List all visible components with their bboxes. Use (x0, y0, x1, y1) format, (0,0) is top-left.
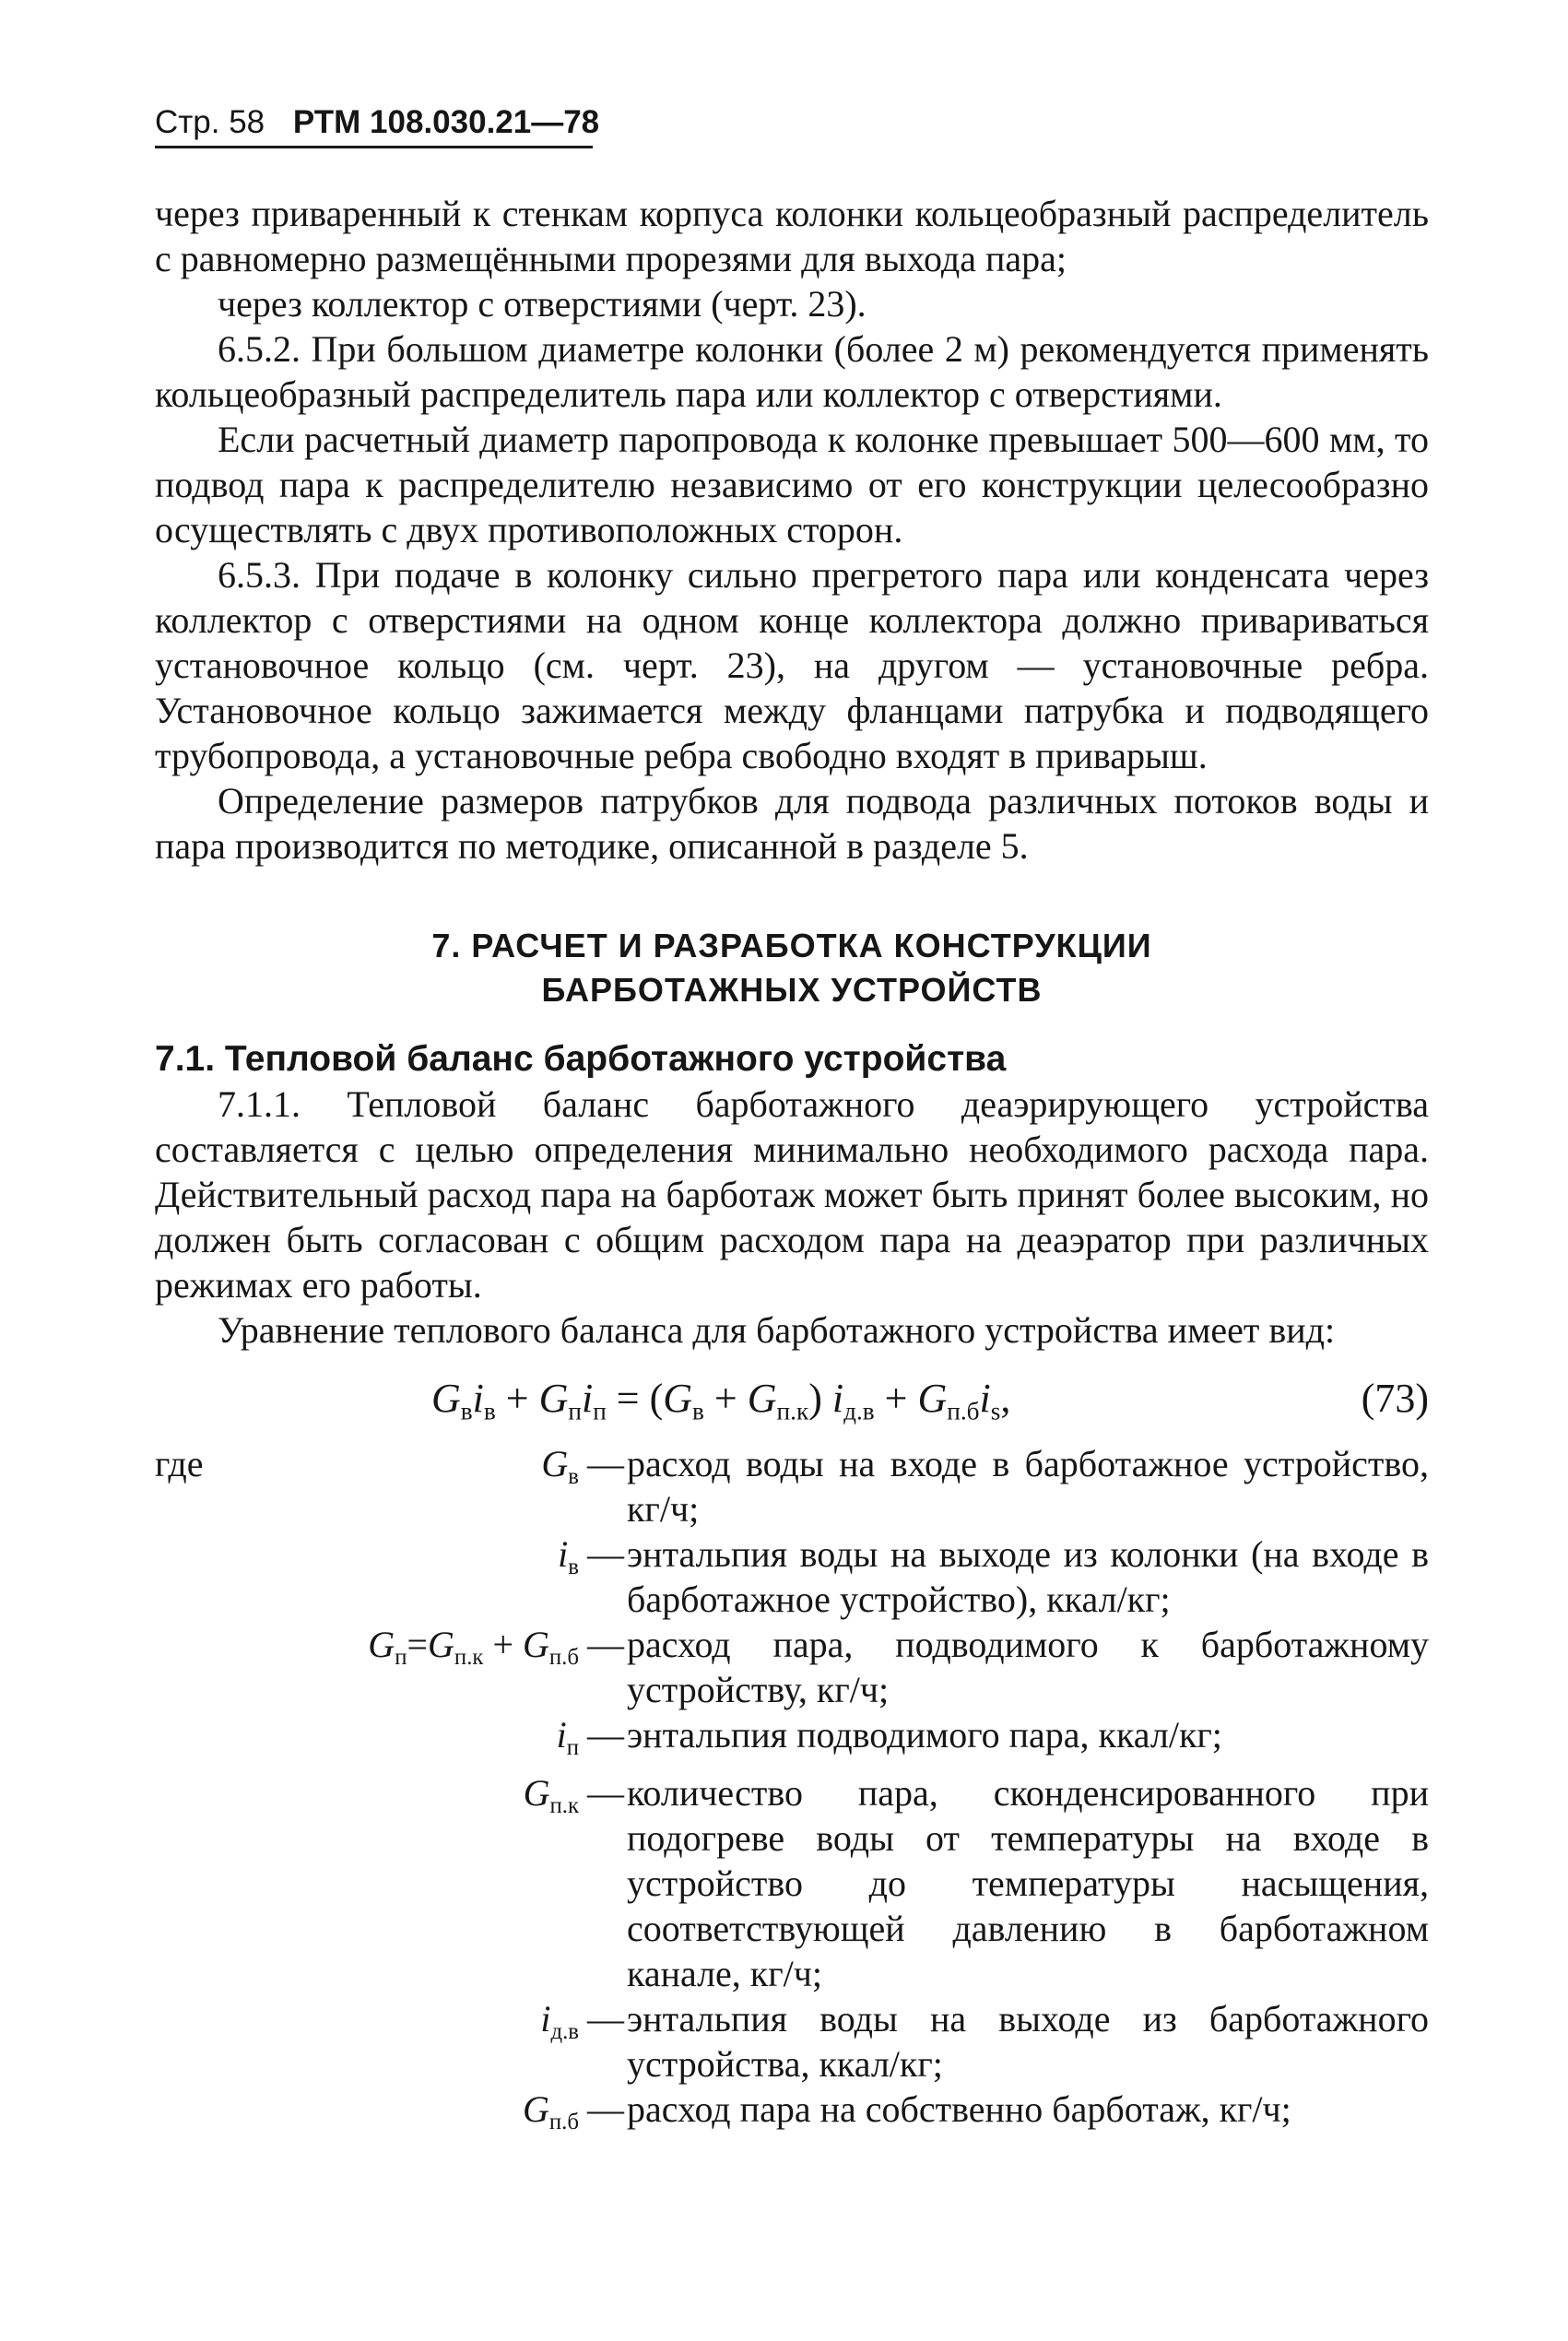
math-symbol (368, 1624, 407, 1670)
math-symbol-base: i (472, 1376, 484, 1421)
running-head (155, 100, 600, 148)
equation-number: (73) (1361, 1376, 1429, 1421)
math-subscript: п.к (454, 1644, 484, 1670)
defined-symbol (265, 1712, 584, 1770)
math-symbol-base: G (917, 1376, 948, 1421)
math-symbol-base: i (558, 1533, 569, 1575)
symbol-definition-row (155, 1770, 1429, 1996)
symbol-definition-row (155, 2087, 1429, 2145)
math-symbol-base: G (368, 1624, 395, 1665)
math-subscript: д.в (843, 1397, 875, 1425)
math-symbol-base: G (523, 2087, 549, 2130)
paragraph: через коллектор с отверстиями (черт. 23). (218, 283, 867, 325)
paragraph-continuation: через приваренный к стенкам корпуса колонки кольцеобразный распределитель с равномерно размещёнными прорезями для выхода пара; (155, 193, 1429, 279)
math-symbol-base: G (541, 1443, 569, 1484)
subsection-title: 7.1. Тепловой баланс барботажного устройства (155, 1039, 1007, 1079)
definition-dash: — (587, 1533, 624, 1575)
paragraph-7-1-1: 7.1.1. Тепловой баланс барботажного деаэрирующего устройства составляется с целью определения минимально необходимого расхода пара. Действительный расход пара на барботаж может быть принят более высоким, но должен быть согласован с общим расходом пара на деаэратор при различных режимах его работы. (155, 1083, 1429, 1306)
definition-dash: — (587, 2087, 624, 2130)
math-subscript: п (593, 1397, 607, 1425)
math-symbol (523, 2087, 579, 2134)
section-title (155, 924, 1429, 1012)
math-subscript: в (568, 1554, 579, 1579)
math-symbol (831, 1376, 875, 1425)
math-operator: + (483, 1624, 524, 1665)
math-symbol (540, 1997, 579, 2044)
math-symbol-base: G (523, 1771, 550, 1814)
paragraph: Определение размеров патрубков для подвода различных потоков воды и пара производится по методике, описанной в разделе 5. (155, 780, 1429, 867)
symbol-definition-row (155, 1531, 1429, 1622)
math-symbol (558, 1533, 579, 1579)
defined-symbol (265, 1996, 584, 2054)
math-subscript: в (483, 1397, 496, 1425)
definition-text: энтальпия воды на выходе из колонки (на входе в барботажное устройство), ккал/кг; (627, 1533, 1429, 1620)
definition-dash: — (587, 1997, 624, 2040)
math-subscript: п.к (776, 1397, 809, 1425)
symbol-definition-row (155, 1441, 1429, 1531)
where-label: где (155, 1443, 204, 1484)
math-subscript: в (568, 1463, 579, 1489)
definition-text: энтальпия подводимого пара, ккал/кг; (627, 1714, 1222, 1756)
math-subscript: п.б (548, 2109, 579, 2134)
math-subscript: в (460, 1397, 473, 1425)
body-text (155, 191, 1429, 2145)
math-operator: + (495, 1376, 539, 1421)
math-symbol-base: i (831, 1376, 844, 1421)
math-operator: = (407, 1624, 429, 1665)
symbol-definition-row (155, 1996, 1429, 2087)
math-subscript: п.б (947, 1397, 980, 1425)
math-symbol-base: G (538, 1376, 569, 1421)
math-symbol-base: G (747, 1376, 777, 1421)
symbol-definition-row (155, 1622, 1429, 1712)
math-operator: ) (808, 1376, 832, 1421)
math-symbol-base: i (979, 1376, 991, 1421)
section-title-line: БАРБОТАЖНЫХ УСТРОЙСТВ (541, 971, 1043, 1009)
page-number: Стр. 58 (155, 104, 265, 140)
equation-expression (431, 1371, 1010, 1439)
definition-dash: — (587, 1714, 624, 1756)
definition-text: количество пара, сконденсированного при подогреве воды от температуры на входе в устройство до температуры насыщения, соответствующей давлению в барботажном канале, кг/ч; (627, 1771, 1429, 1994)
math-operator: + (874, 1376, 918, 1421)
math-subscript: д.в (550, 2018, 579, 2044)
math-symbol (556, 1714, 579, 1760)
math-subscript: п.б (548, 1644, 579, 1670)
math-subscript: в (692, 1397, 704, 1425)
definition-text: расход воды на входе в барботажное устройство, кг/ч; (627, 1443, 1429, 1530)
definition-text: расход пара, подводимого к барботажному устройству, кг/ч; (627, 1624, 1429, 1710)
math-operator: , (1000, 1376, 1011, 1421)
definition-text: энтальпия воды на выходе из барботажного устройства, ккал/кг; (627, 1997, 1429, 2085)
paragraph: Уравнение теплового баланса для барботажного устройства имеет вид: (218, 1309, 1336, 1351)
math-symbol (979, 1376, 1001, 1425)
math-subscript: п (566, 1734, 579, 1760)
math-subscript: п (568, 1397, 582, 1425)
math-symbol (917, 1376, 980, 1425)
math-operator: = ( (606, 1376, 664, 1421)
math-symbol (663, 1376, 704, 1425)
math-symbol-base: G (431, 1376, 461, 1421)
symbol-definition-row (155, 1712, 1429, 1770)
math-symbol (523, 1624, 579, 1670)
paragraph: Если расчетный диаметр паропровода к колонке превышает 500—600 мм, то подвод пара к распределителю независимо от его конструкции целесообразно осуществлять с двух противоположных сторон. (155, 419, 1429, 550)
paragraph-6-5-3: 6.5.3. При подаче в колонку сильно прегретого пара или конденсата через коллектор с отверстиями на одном конце коллектора должно привариваться установочное кольцо (см. черт. 23), на другом — установочные ребра. Установочное кольцо зажимается между фланцами патрубка и подводящего трубопровода, а установочные ребра свободно входят в приварыш. (155, 554, 1429, 776)
defined-symbol (265, 2087, 584, 2145)
document-code: РТМ 108.030.21—78 (292, 104, 600, 140)
math-subscript: s (990, 1397, 1001, 1425)
math-subscript: п (395, 1644, 407, 1670)
defined-symbol (265, 1622, 584, 1680)
definition-text: расход пара на собственно барботаж, кг/ч; (627, 2087, 1291, 2130)
math-symbol-base: G (663, 1376, 693, 1421)
defined-symbol (265, 1441, 584, 1499)
paragraph-6-5-2: 6.5.2. При большом диаметре колонки (более 2 м) рекомендуется применять кольцеобразный распределитель пара или коллектор с отверстиями. (155, 328, 1429, 415)
symbol-definitions (155, 1441, 1429, 2145)
math-symbol-base: G (523, 1624, 549, 1665)
math-symbol (431, 1376, 473, 1425)
math-symbol-base: i (581, 1376, 594, 1421)
section-title-line: 7. РАСЧЕТ И РАЗРАБОТКА КОНСТРУКЦИИ (431, 927, 1152, 964)
defined-symbol (265, 1770, 584, 1828)
math-symbol-base: G (428, 1624, 454, 1665)
math-symbol (581, 1376, 607, 1425)
math-symbol (538, 1376, 582, 1425)
math-subscript: п.к (549, 1792, 579, 1818)
math-symbol-base: i (540, 1997, 551, 2040)
defined-symbol (265, 1531, 584, 1590)
definition-dash: — (587, 1624, 624, 1665)
definition-dash: — (587, 1443, 624, 1484)
math-symbol-base: i (556, 1714, 567, 1756)
math-symbol (472, 1376, 496, 1425)
math-symbol (428, 1624, 484, 1670)
math-symbol (747, 1376, 809, 1425)
equation-73 (155, 1367, 1429, 1437)
definition-dash: — (587, 1771, 624, 1814)
math-operator: + (703, 1376, 748, 1421)
math-symbol (541, 1443, 579, 1489)
math-symbol (523, 1771, 579, 1818)
